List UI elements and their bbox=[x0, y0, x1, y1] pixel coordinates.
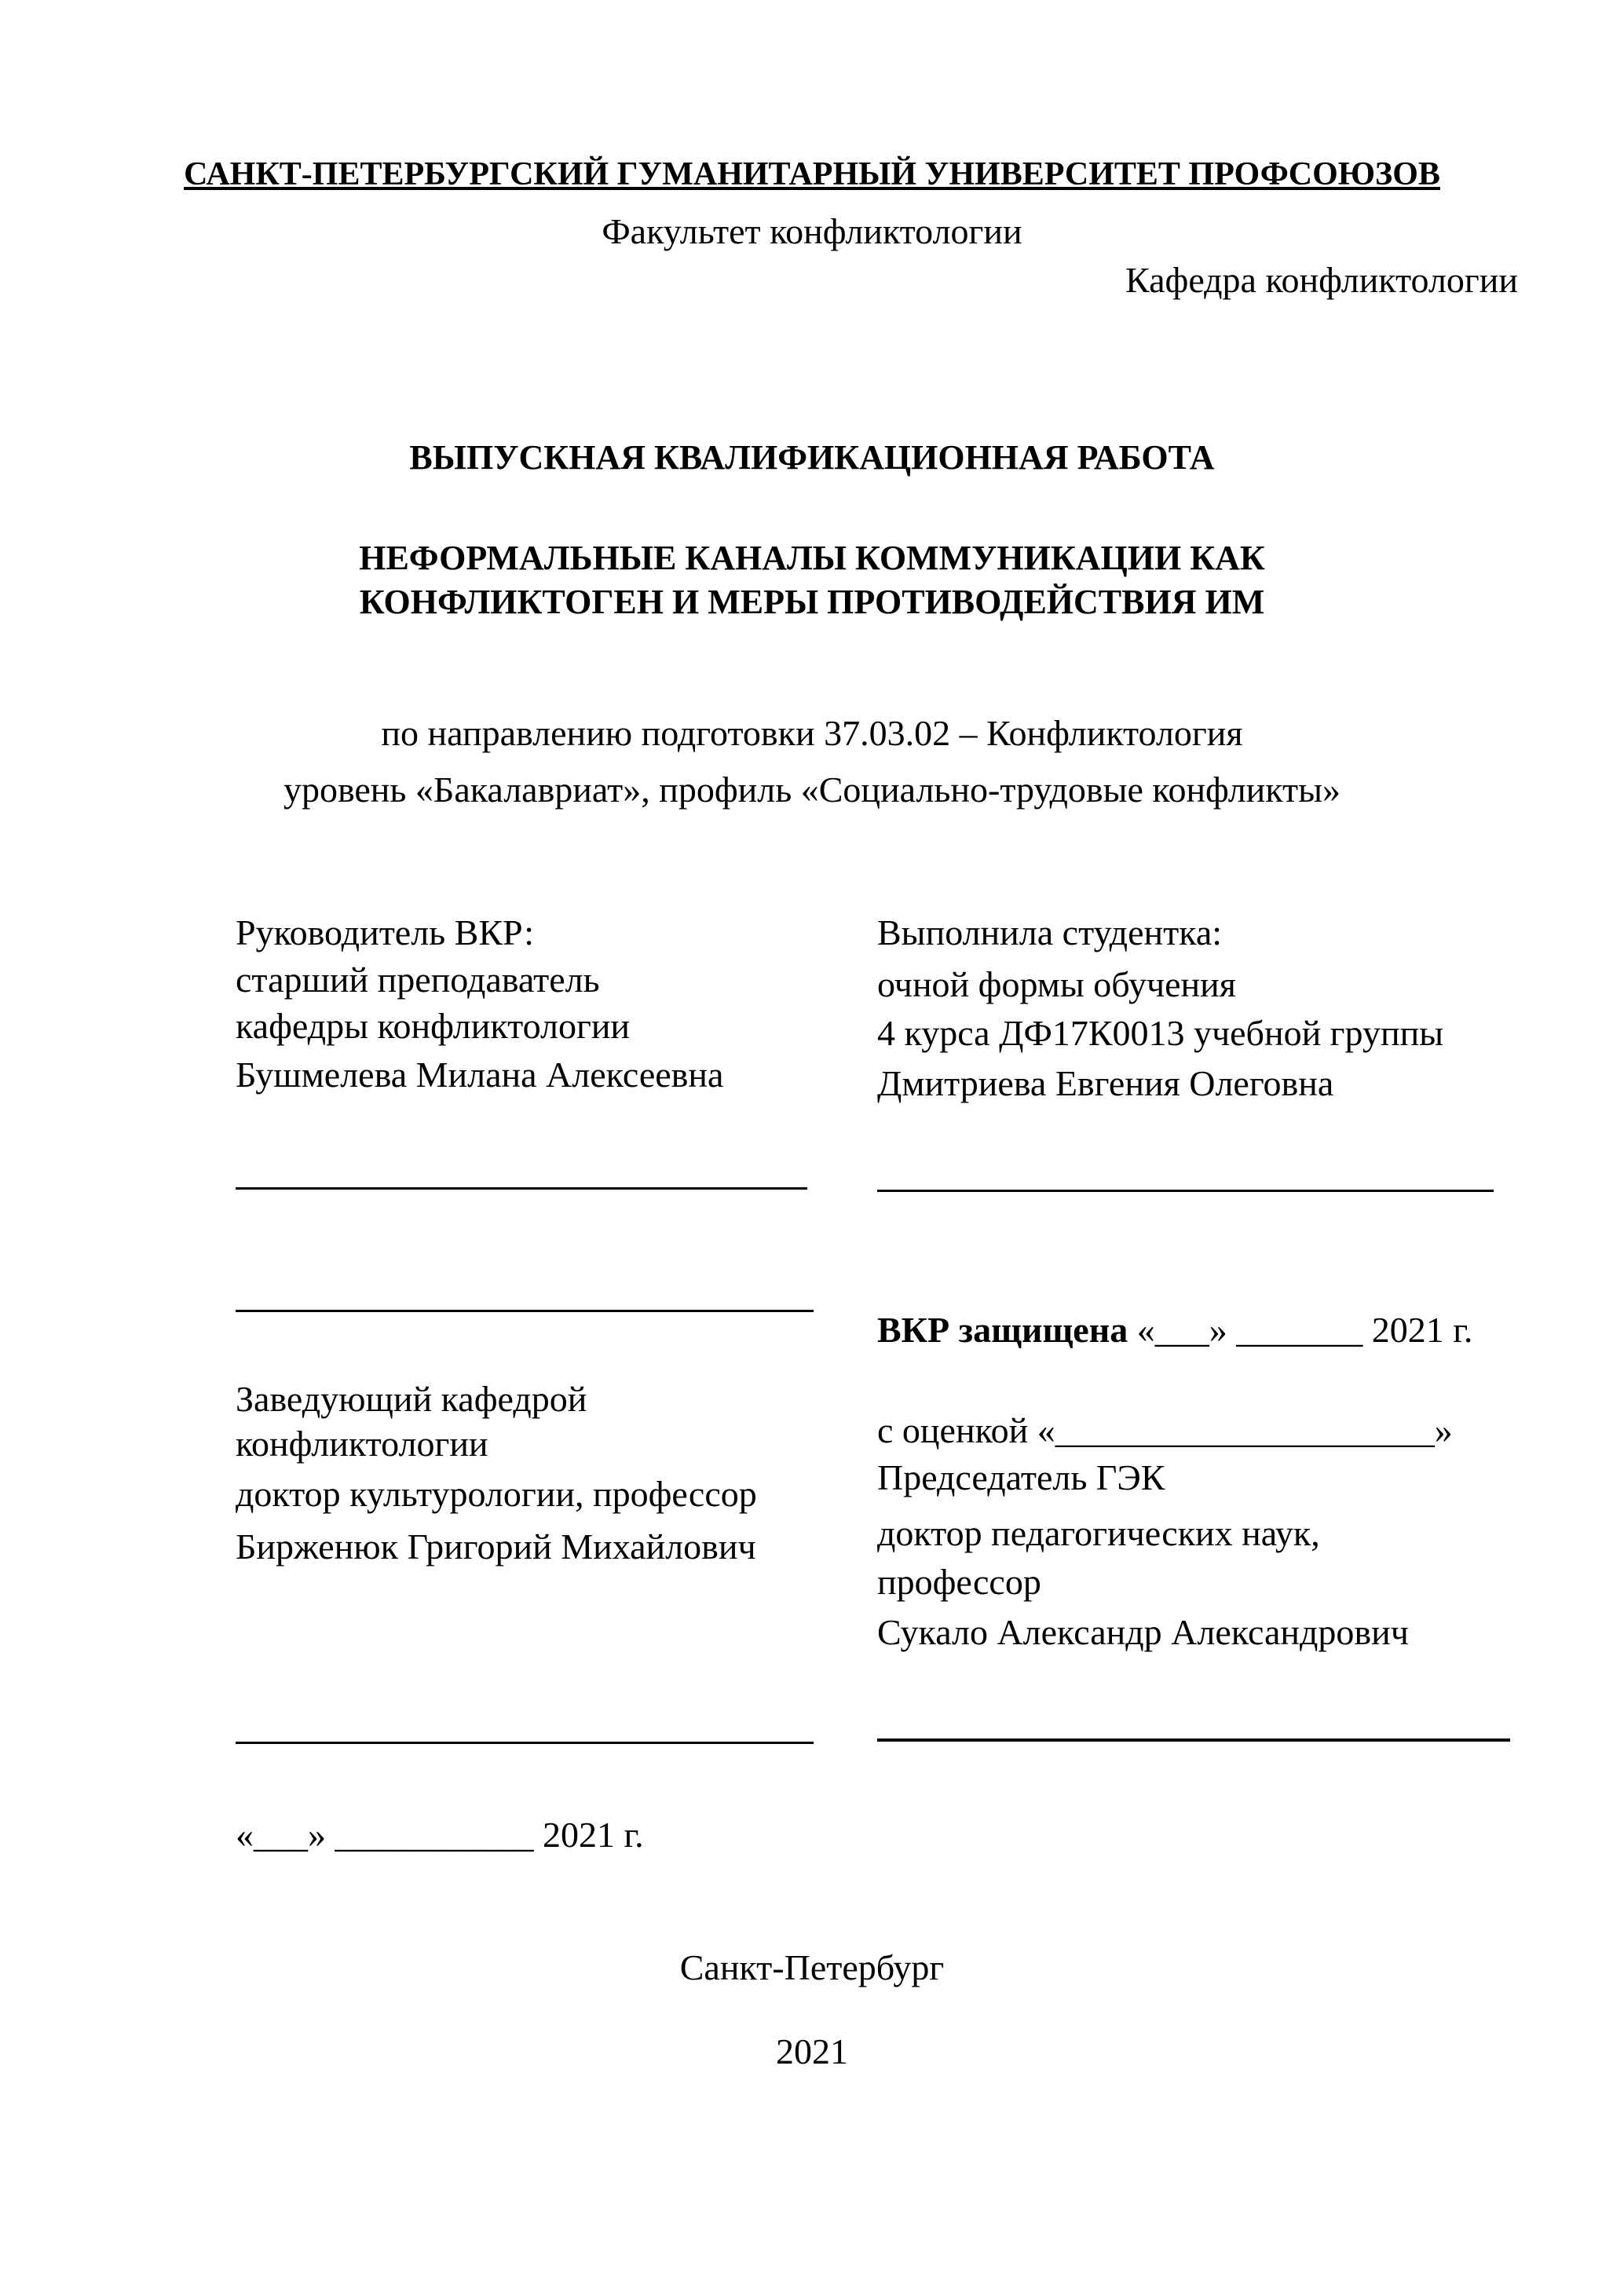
head-signature-line bbox=[236, 1742, 814, 1744]
supervisor-name: Бушмелева Милана Алексеевна bbox=[236, 1055, 724, 1095]
topic-line-1: НЕФОРМАЛЬНЫЕ КАНАЛЫ КОММУНИКАЦИИ КАК bbox=[359, 539, 1265, 577]
direction-line: по направлению подготовки 37.03.02 – Конфликтология bbox=[381, 713, 1243, 753]
department-name: Кафедра конфликтологии bbox=[1125, 260, 1518, 300]
head-label-1: Заведующий кафедрой bbox=[236, 1379, 587, 1419]
defense-label: ВКР защищена bbox=[877, 1310, 1128, 1350]
chair-signature-line bbox=[877, 1738, 1510, 1742]
head-name: Бирженюк Григорий Михайлович bbox=[236, 1526, 756, 1567]
supervisor-label: Руководитель ВКР: bbox=[236, 912, 535, 952]
student-name: Дмитриева Евгения Олеговна bbox=[877, 1063, 1334, 1103]
chair-name: Сукало Александр Александрович bbox=[877, 1612, 1409, 1652]
work-type-title: ВЫПУСКНАЯ КВАЛИФИКАЦИОННАЯ РАБОТА bbox=[409, 438, 1215, 477]
student-label: Выполнила студентка: bbox=[877, 912, 1223, 952]
supervisor-signature-line bbox=[236, 1187, 807, 1190]
head-approval-date: «___» ___________ 2021 г. bbox=[236, 1815, 644, 1855]
chair-label: Председатель ГЭК bbox=[877, 1457, 1165, 1497]
defense-date: «___» _______ 2021 г. bbox=[1128, 1310, 1473, 1350]
admission-signature-line bbox=[236, 1310, 814, 1312]
defense-grade: с оценкой «_____________________» bbox=[877, 1410, 1453, 1450]
supervisor-position-2: кафедры конфликтологии bbox=[236, 1006, 631, 1046]
defense-status bbox=[877, 1308, 1472, 1352]
topic-line-2: КОНФЛИКТОГЕН И МЕРЫ ПРОТИВОДЕЙСТВИЯ ИМ bbox=[359, 583, 1265, 621]
head-label-2: конфликтологии bbox=[236, 1424, 488, 1464]
student-form: очной формы обучения bbox=[877, 964, 1236, 1004]
faculty-name: Факультет конфликтологии bbox=[602, 211, 1022, 251]
head-degree: доктор культурологии, профессор bbox=[236, 1474, 757, 1514]
city: Санкт-Петербург bbox=[679, 1947, 945, 1987]
student-signature-line bbox=[877, 1190, 1494, 1192]
chair-title: профессор bbox=[877, 1562, 1041, 1602]
university-name: САНКТ-ПЕТЕРБУРГСКИЙ ГУМАНИТАРНЫЙ УНИВЕРСИТЕТ ПРОФСОЮЗОВ bbox=[184, 156, 1440, 192]
year: 2021 bbox=[776, 2031, 848, 2071]
supervisor-position-1: старший преподаватель bbox=[236, 960, 600, 1000]
chair-degree: доктор педагогических наук, bbox=[877, 1513, 1320, 1553]
student-group: 4 курса ДФ17К0013 учебной группы bbox=[877, 1013, 1444, 1053]
level-line: уровень «Бакалавриат», профиль «Социально-трудовые конфликты» bbox=[283, 770, 1341, 810]
